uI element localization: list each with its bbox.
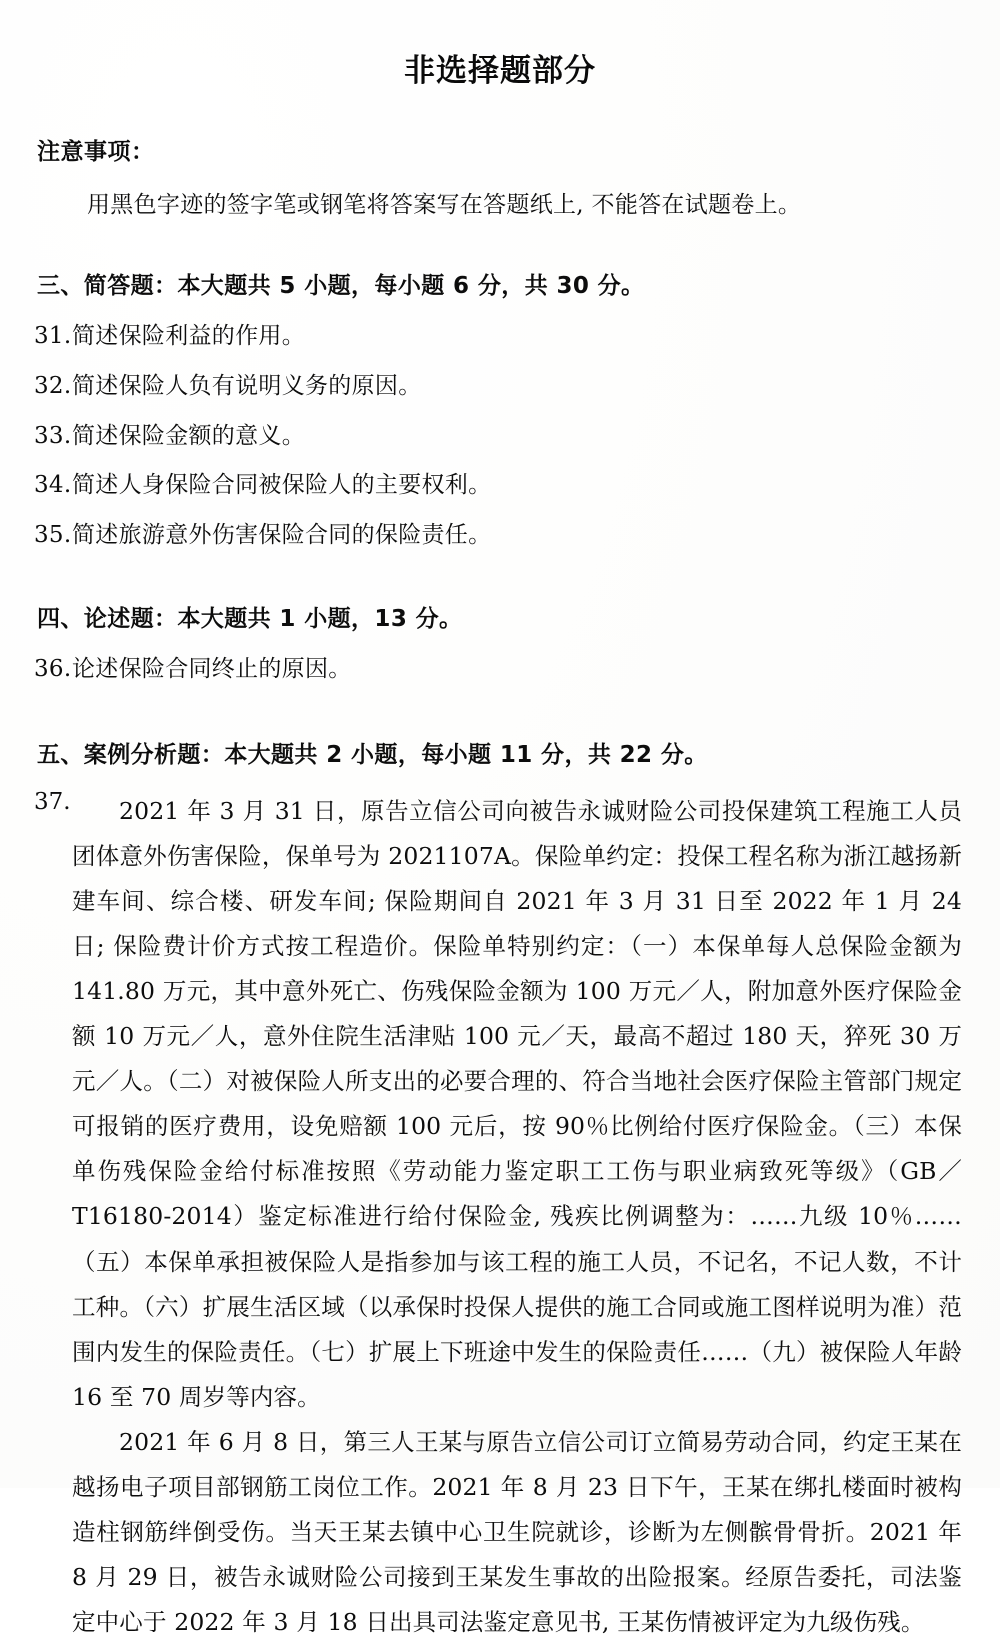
list-item xyxy=(0,471,1000,500)
notice-block xyxy=(0,90,1000,219)
section-essay xyxy=(0,550,1000,684)
notice-body: 用黑色字迹的签字笔或钢笔将答案写在答题纸上, 不能答在试题卷上。 xyxy=(87,192,802,218)
question-text: 简述保险金额的意义。 xyxy=(72,422,305,449)
question-number: 36. xyxy=(34,655,72,682)
question-number: 34. xyxy=(34,472,72,499)
question-number: 33. xyxy=(34,422,72,449)
page-title: 非选择题部分 xyxy=(404,53,596,89)
list-item xyxy=(0,422,1000,451)
section-heading: 三、简答题：本大题共 5 小题，每小题 6 分，共 30 分。 xyxy=(37,273,645,299)
list-item xyxy=(0,372,1000,401)
section-case-analysis xyxy=(0,684,1000,1646)
question-text: 论述保险合同终止的原因。 xyxy=(72,655,352,682)
question-list xyxy=(0,655,1000,684)
question-number: 37. xyxy=(34,788,71,815)
question-number: 35. xyxy=(34,522,72,548)
section-short-answer xyxy=(0,219,1000,550)
list-item xyxy=(0,655,1000,684)
case-paragraph: 2021 年 6 月 8 日，第三人王某与原告立信公司订立简易劳动合同，约定王某在越扬电子项目部钢筋工岗位工作。2021 年 8 月 23 日下午，王某在绑扎楼面时被构造柱钢筋绊倒受伤。当天王某去镇中心卫生院就诊，诊断为左侧髌骨骨折。2021 年 8 月 29 日，被告永诚财险公司接到王某发生事故的出险报案。经原告委托，司法鉴定中心于 2022 年 3 月 18 日出具司法鉴定意见书, 王某伤情被评定为九级伤残。 xyxy=(72,1428,962,1637)
case-paragraph: 2021 年 3 月 31 日，原告立信公司向被告永诚财险公司投保建筑工程施工人员团体意外伤害保险，保单号为 2021107A。保险单约定：投保工程名称为浙江越扬新建车间、综合楼、研发车间; 保险期间自 2021 年 3 月 31 日至 2022 年 1 月 24 日; 保险费计价方式按工程造价。保险单特别约定：（一）本保单每人总保险金额为 141.80 万元，其中意外死亡、伤残保险金额为 100 万元／人，附加意外医疗保险金额 10 万元／人，意外住院生活津贴 100 元／天，最高不超过 180 天，猝死 30 万元／人。（二）对被保险人所支出的必要合理的、符合当地社会医疗保险主管部门规定可报销的医疗费用，设免赔额 100 元后，按 90％比例给付医疗保险金。（三）本保单伤残保险金给付标准按照《劳动能力鉴定职工工伤与职业病致死等级》（GB／T16180-2014）鉴定标准进行给付保险金, 残疾比例调整为：……九级 10％……（五）本保单承担被保险人是指参加与该工程的施工人员，不记名，不记人数，不计工种。（六）扩展生活区域（以承保时投保人提供的施工合同或施工图样说明为准）范围内发生的保险责任。（七）扩展上下班途中发生的保险责任……（九）被保险人年龄 16 至 70 周岁等内容。 xyxy=(72,796,962,1411)
question-text: 简述人身保险合同被保险人的主要权利。 xyxy=(72,472,492,499)
question-number: 31. xyxy=(34,323,72,349)
list-item xyxy=(0,322,1000,351)
question-text: 简述保险人负有说明义务的原因。 xyxy=(72,372,422,399)
list-item xyxy=(0,521,1000,550)
question-text: 简述旅游意外伤害保险合同的保险责任。 xyxy=(72,522,492,548)
question-list xyxy=(0,322,1000,550)
case-question xyxy=(0,789,1000,1646)
question-text: 简述保险利益的作用。 xyxy=(72,323,305,349)
section-heading: 五、案例分析题：本大题共 2 小题，每小题 11 分，共 22 分。 xyxy=(37,741,708,768)
section-heading: 四、论述题：本大题共 1 小题，13 分。 xyxy=(37,605,463,632)
notice-heading: 注意事项： xyxy=(37,139,155,165)
question-number: 32. xyxy=(34,372,72,399)
